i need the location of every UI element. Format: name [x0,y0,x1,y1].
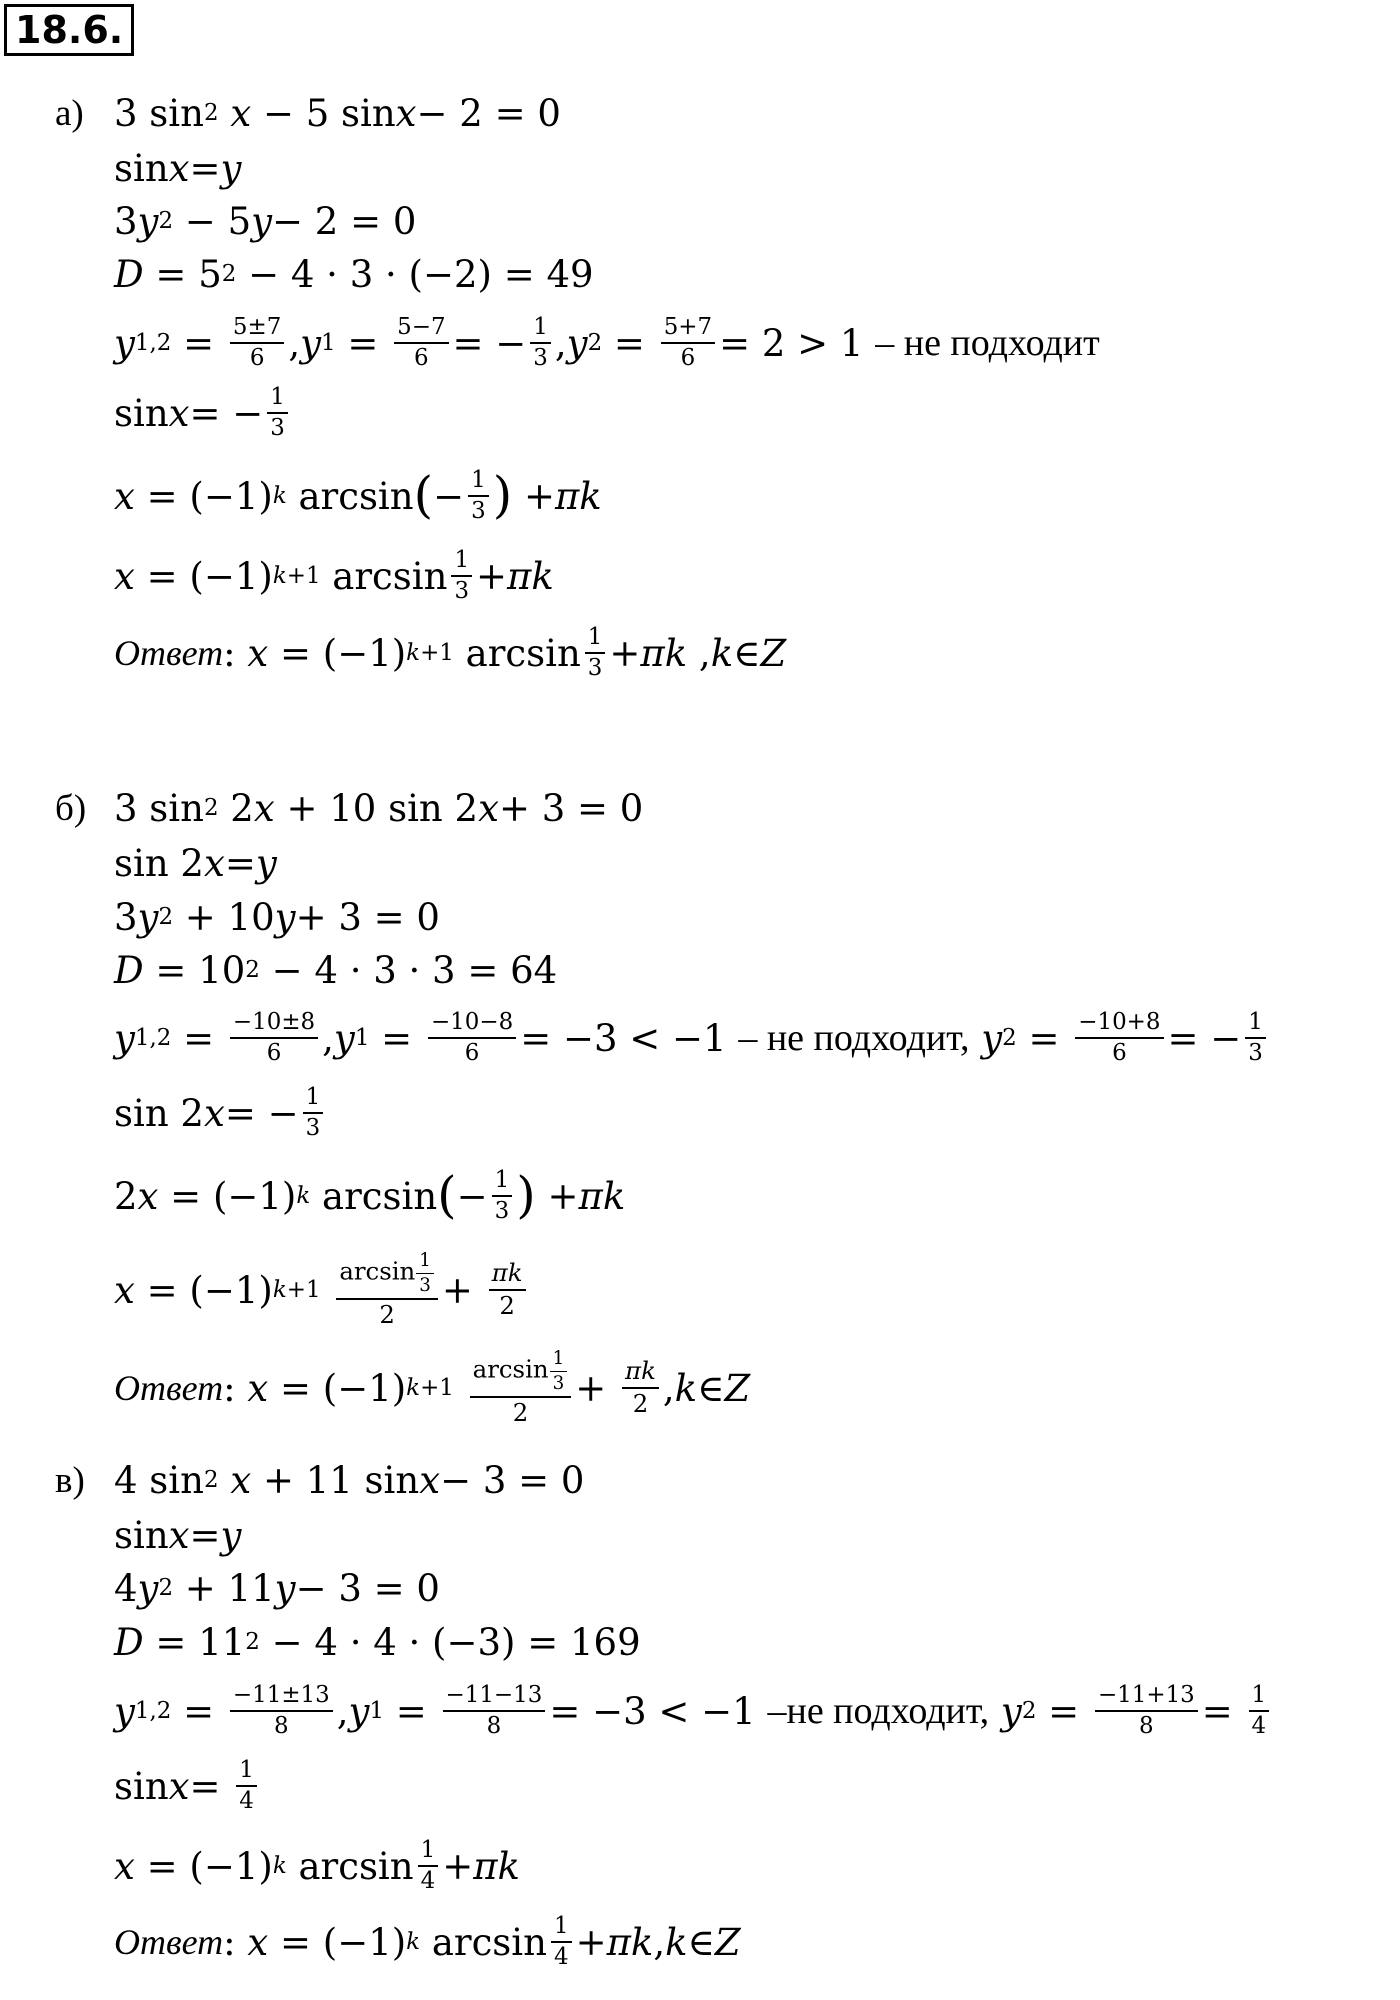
part-b-general-solution: 2 x = (−1) k arcsin ( − $\frac{1}{3}$ ) + πk [114,1166,626,1225]
part-b-quadratic: 3 y 2 + 10 y + 3 = 0 [114,895,440,939]
part-b-sin-value: sin 2 x = − $\frac{1}{3}$ [114,1085,327,1141]
problem-number: 18.6. [4,4,134,56]
part-a-roots: y 1,2 = $\frac{5\pm 7}{6}$ , y 1 = $\frac{5-7}{6}$ = − $\frac{1}{3}$ , y 2 = $\frac{5+7}{6}$ = 2 > 1 – не подходит [114,313,1100,371]
part-c-quadratic: 4 y 2 + 11 y − 3 = 0 [114,1566,440,1610]
part-a-simplified: x = (−1) k+1 arcsin $\frac{1}{3}$ + πk [114,546,554,604]
part-b-discriminant: D = 10 2 − 4 · 3 · 3 = 64 [114,948,558,992]
part-a-sin-value: sin x = − $\frac{1}{3}$ [114,385,292,441]
part-b-label: б) [55,787,87,829]
part-c-equation: 4 sin 2 x + 11 sin x − 3 = 0 [114,1458,585,1502]
part-b-equation: 3 sin 2 2 x + 10 sin 2 x + 3 = 0 [114,786,644,830]
part-a-substitution: sin x = y [114,146,242,190]
part-c-label: в) [55,1459,85,1501]
part-c-general-solution: x = (−1) k arcsin $\frac{1}{4}$ + πk [114,1836,520,1894]
part-a-label: а) [55,92,84,134]
part-c-answer: Ответ : x = (−1) k arcsin $\frac{1}{4}$ + πk , k ∈ Z [114,1912,741,1970]
part-b-substitution: sin 2 x = y [114,841,277,885]
part-a-discriminant: D = 5 2 − 4 · 3 · (−2) = 49 [114,252,594,296]
part-a-answer: Ответ : x = (−1) k+1 arcsin $\frac{1}{3}$ + πk , k ∈ Z [114,623,787,681]
part-a-not-suitable: – не подходит [875,322,1100,364]
part-c-discriminant: D = 11 2 − 4 · 4 · (−3) = 169 [114,1620,641,1664]
part-c-roots: y 1,2 = $\frac{-11\pm 13}{8}$ , y 1 = $\frac{-11-13}{8}$ = −3 < −1 –не подходит, y 2 = $\frac{-11+13}{8}$ = $\frac{1}{4}$ [114,1683,1273,1739]
part-c-sin-value: sin x = $\frac{1}{4}$ [114,1758,261,1814]
part-b-simplified: x = (−1) k+1 arcsin $\frac{1}{3}$ 2 + $\frac{\pi k}{2}$ [114,1262,530,1318]
part-a-general-solution: x = (−1) k arcsin ( − $\frac{1}{3}$ ) + πk [114,466,602,525]
part-b-not-suitable: – не подходит, [738,1017,970,1059]
part-c-substitution: sin x = y [114,1513,242,1557]
part-a-equation: 3 sin 2 x − 5 sin x − 2 = 0 [114,91,561,135]
part-a-quadratic: 3 y 2 − 5 y − 2 = 0 [114,199,417,243]
part-b-roots: y 1,2 = $\frac{-10\pm 8}{6}$ , y 1 = $\frac{-10-8}{6}$ = −3 < −1 – не подходит, y 2 = $\frac{-10+8}{6}$ = − $\frac{1}{3}$ [114,1010,1270,1066]
part-b-answer: Ответ : x = (−1) k+1 arcsin $\frac{1}{3}$ 2 + $\frac{\pi k}{2}$ , k ∈ Z [114,1348,751,1427]
part-c-not-suitable: –не подходит, [767,1690,990,1732]
